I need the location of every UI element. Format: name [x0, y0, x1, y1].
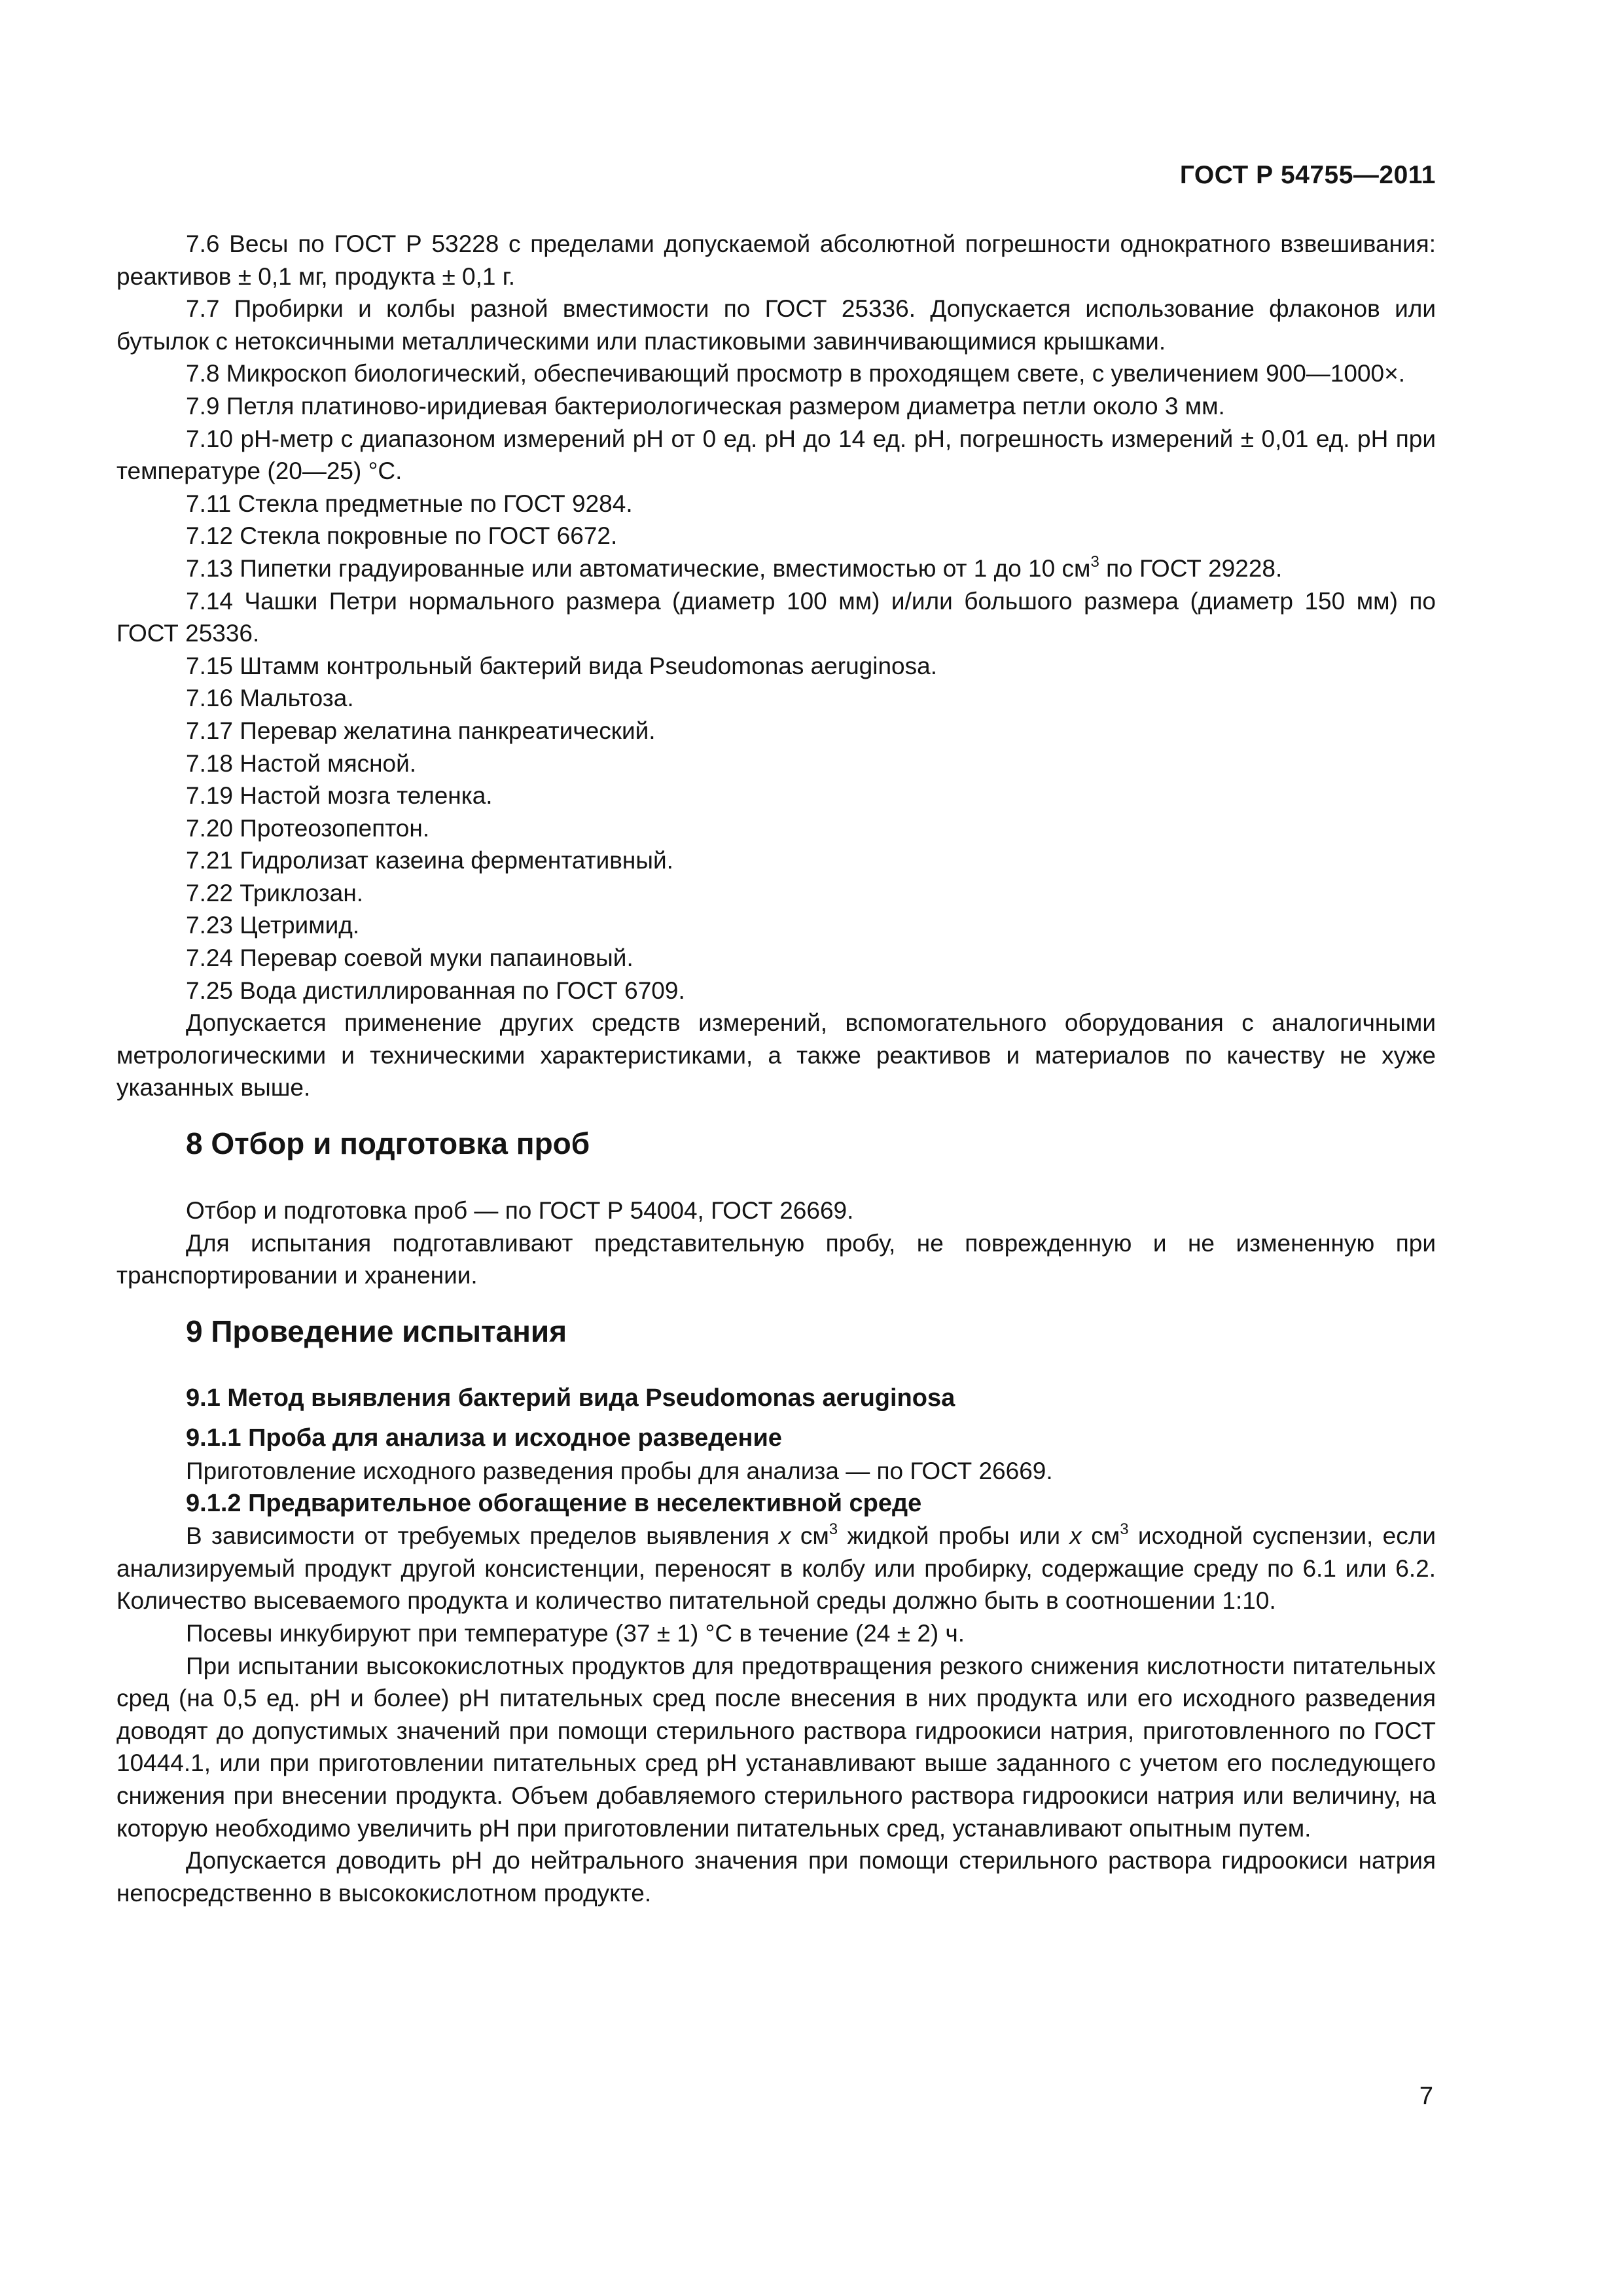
item-7-22: 7.22 Триклозан. [186, 879, 364, 906]
subsection-9-1-2-para-3: При испытании высококислотных продуктов для предотвращения резкого снижения кислотности питательных сред (на 0,5 ед. pH и более) pH питательных сред после внесения в них продукта или его исходного разведения доводят до допустимых значений при помощи стерильного раствора гидроокиси натрия, приготовленного по ГОСТ 10444.1, или при приготовлении питательных сред pH устанавливают выше заданного с учетом его последующего снижения при внесении продукта. Объем добавляемого стерильного раствора гидроокиси натрия или величину, на которую необходимо увеличить pH при приготовлении питательных сред, устанавливают опытным путем. [116, 1652, 1436, 1842]
item-7-9: 7.9 Петля платиново-иридиевая бактериологическая размером диаметра петли около 3 мм. [186, 392, 1225, 420]
section-8-para-2: Для испытания подготавливают представительную пробу, не поврежденную и не измененную при транспортировании и хранении. [116, 1229, 1436, 1289]
subsection-9-1-heading: 9.1 Метод выявления бактерий вида Pseudomonas aeruginosa [186, 1384, 955, 1412]
subsection-9-1-2-para-1 [116, 1520, 1436, 1617]
item-7-15: 7.15 Штамм контрольный бактерий вида Pseudomonas aeruginosa. [186, 652, 937, 679]
text-run: см [791, 1522, 829, 1550]
item-7-8: 7.8 Микроскоп биологический, обеспечивающий просмотр в проходящем свете, с увеличением 900—1000×. [186, 360, 1406, 387]
page-number: 7 [1419, 2083, 1433, 2110]
item-7-11: 7.11 Стекла предметные по ГОСТ 9284. [186, 490, 633, 517]
item-7-24: 7.24 Перевар соевой муки папаиновый. [186, 944, 633, 972]
variable-x: x [1069, 1522, 1082, 1550]
section-9-heading: 9 Проведение испытания [186, 1314, 567, 1348]
item-7-19: 7.19 Настой мозга теленка. [186, 782, 493, 810]
item-7-13 [116, 552, 1436, 585]
text-run: см [1081, 1522, 1120, 1550]
section-7-note: Допускается применение других средств измерений, вспомогательного оборудования с аналогичными метрологическими и техническими характеристиками, а также реактивов и материалов по качеству не хуже указанных выше. [116, 1009, 1436, 1102]
subsection-9-1-1-para: Приготовление исходного разведения пробы для анализа — по ГОСТ 26669. [186, 1458, 1053, 1484]
text-run: исходной суспензии, если анализируемый продукт другой консистенции, переносят в колбу или пробирку, содержащие среду по 6.1 или 6.2. Количество высеваемого продукта и количество питательной среды должно быть в соотношении 1:10. [116, 1522, 1436, 1615]
superscript: 3 [829, 1520, 838, 1538]
item-7-12: 7.12 Стекла покровные по ГОСТ 6672. [186, 522, 618, 550]
variable-x: x [778, 1522, 791, 1550]
item-7-21: 7.21 Гидролизат казеина ферментативный. [186, 847, 673, 874]
item-7-13-sup: 3 [1090, 552, 1099, 571]
section-8-heading: 8 Отбор и подготовка проб [186, 1126, 590, 1161]
item-7-14: 7.14 Чашки Петри нормального размера (диаметр 100 мм) и/или большого размера (диаметр 150 мм) по ГОСТ 25336. [116, 587, 1436, 647]
subsection-9-1-1-heading: 9.1.1 Проба для анализа и исходное разведение [186, 1424, 782, 1452]
item-7-17: 7.17 Перевар желатина панкреатический. [186, 717, 656, 744]
text-run: жидкой пробы или [838, 1522, 1070, 1550]
item-7-16: 7.16 Мальтоза. [186, 685, 354, 712]
item-7-18: 7.18 Настой мясной. [186, 749, 417, 777]
standard-header: ГОСТ Р 54755—2011 [1179, 161, 1436, 189]
item-7-25: 7.25 Вода дистиллированная по ГОСТ 6709. [186, 977, 685, 1004]
superscript: 3 [1120, 1520, 1129, 1538]
item-7-7: 7.7 Пробирки и колбы разной вместимости по ГОСТ 25336. Допускается использование флаконов или бутылок с нетоксичными металлическими или пластиковыми завинчивающимися крышками. [116, 295, 1436, 355]
item-7-13-tail: по ГОСТ 29228. [1099, 554, 1283, 582]
subsection-9-1-2-para-4: Допускается доводить pH до нейтрального значения при помощи стерильного раствора гидроокиси натрия непосредственно в высококислотном продукте. [116, 1847, 1436, 1907]
document-body [116, 228, 1436, 1909]
subsection-9-1-2-heading: 9.1.2 Предварительное обогащение в неселективной среде [186, 1489, 922, 1517]
item-7-23: 7.23 Цетримид. [186, 912, 360, 939]
section-8-para-1: Отбор и подготовка проб — по ГОСТ Р 54004, ГОСТ 26669. [186, 1197, 854, 1225]
subsection-9-1-2-para-2: Посевы инкубируют при температуре (37 ± 1) °С в течение (24 ± 2) ч. [186, 1619, 965, 1647]
text-run: В зависимости от требуемых пределов выявления [186, 1522, 779, 1550]
item-7-13-text: 7.13 Пипетки градуированные или автоматические, вместимостью от 1 до 10 см [186, 554, 1091, 582]
item-7-6: 7.6 Весы по ГОСТ Р 53228 с пределами допускаемой абсолютной погрешности однократного взвешивания: реактивов ± 0,1 мг, продукта ± 0,1 г. [116, 230, 1436, 290]
item-7-10: 7.10 pH-метр с диапазоном измерений pH от 0 ед. pH до 14 ед. pH, погрешность измерений ± 0,01 ед. pH при температуре (20—25) °С. [116, 425, 1436, 485]
item-7-20: 7.20 Протеозопептон. [186, 814, 430, 842]
